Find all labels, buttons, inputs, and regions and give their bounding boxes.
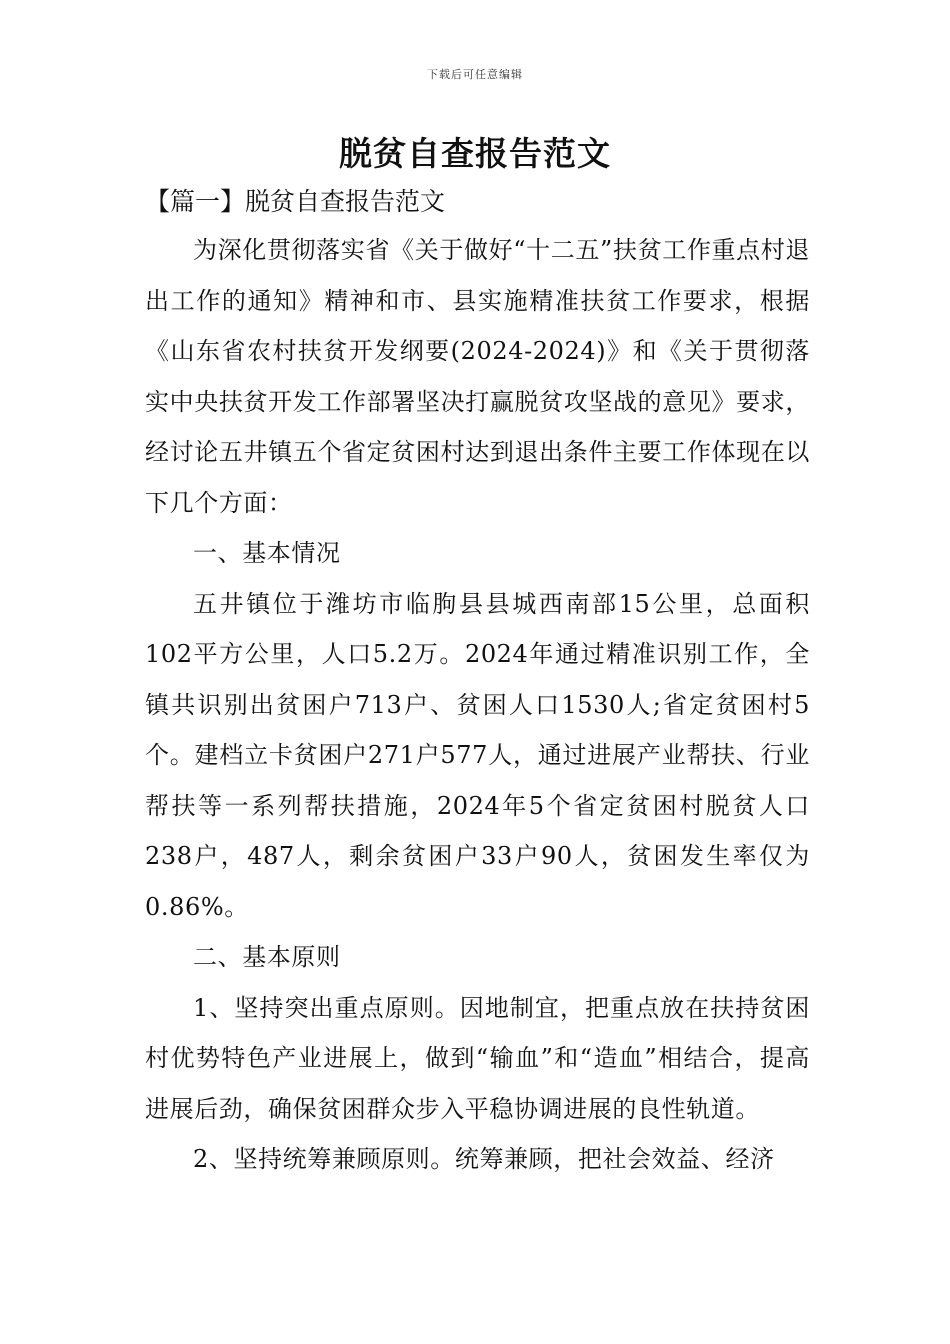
paragraph-basic-situation: 五井镇位于潍坊市临朐县县城西南部15公里，总面积102平方公里，人口5.2万。2024年通过精准识别工作，全镇共识别出贫困户713户、贫困人口1530人;省定贫困村5个。建档立卡贫困户271户577人，通过进展产业帮扶、行业帮扶等一系列帮扶措施，2024年5个省定贫困村脱贫人口238户，487人，剩余贫困户33户90人，贫困发生率仅为0.86%。: [145, 589, 810, 921]
paragraph-principle-1: 1、坚持突出重点原则。因地制宜，把重点放在扶持贫困村优势特色产业进展上，做到“输血”和“造血”相结合，提高进展后劲，确保贫困群众步入平稳协调进展的良性轨道。: [145, 993, 810, 1123]
paragraph-principle-2: 2、坚持统筹兼顾原则。统筹兼顾，把社会效益、经济: [193, 1145, 775, 1173]
body-text: [145, 225, 810, 1185]
section-heading: 【篇一】脱贫自查报告范文: [145, 187, 446, 216]
document-title: 脱贫自查报告范文: [339, 134, 611, 173]
paragraph-intro: 为深化贯彻落实省《关于做好“十二五”扶贫工作重点村退出工作的通知》精神和市、县实施精准扶贫工作要求，根据《山东省农村扶贫开发纲要(2024-2024)》和《关于贯彻落实中央扶贫开发工作部署坚决打赢脱贫攻坚战的意见》要求，经讨论五井镇五个省定贫困村达到退出条件主要工作体现在以下几个方面：: [145, 236, 810, 517]
header-note: 下载后可任意编辑: [427, 68, 523, 81]
subheading-basic-principles: 二、基本原则: [193, 943, 341, 971]
subheading-basic-situation: 一、基本情况: [193, 539, 341, 567]
